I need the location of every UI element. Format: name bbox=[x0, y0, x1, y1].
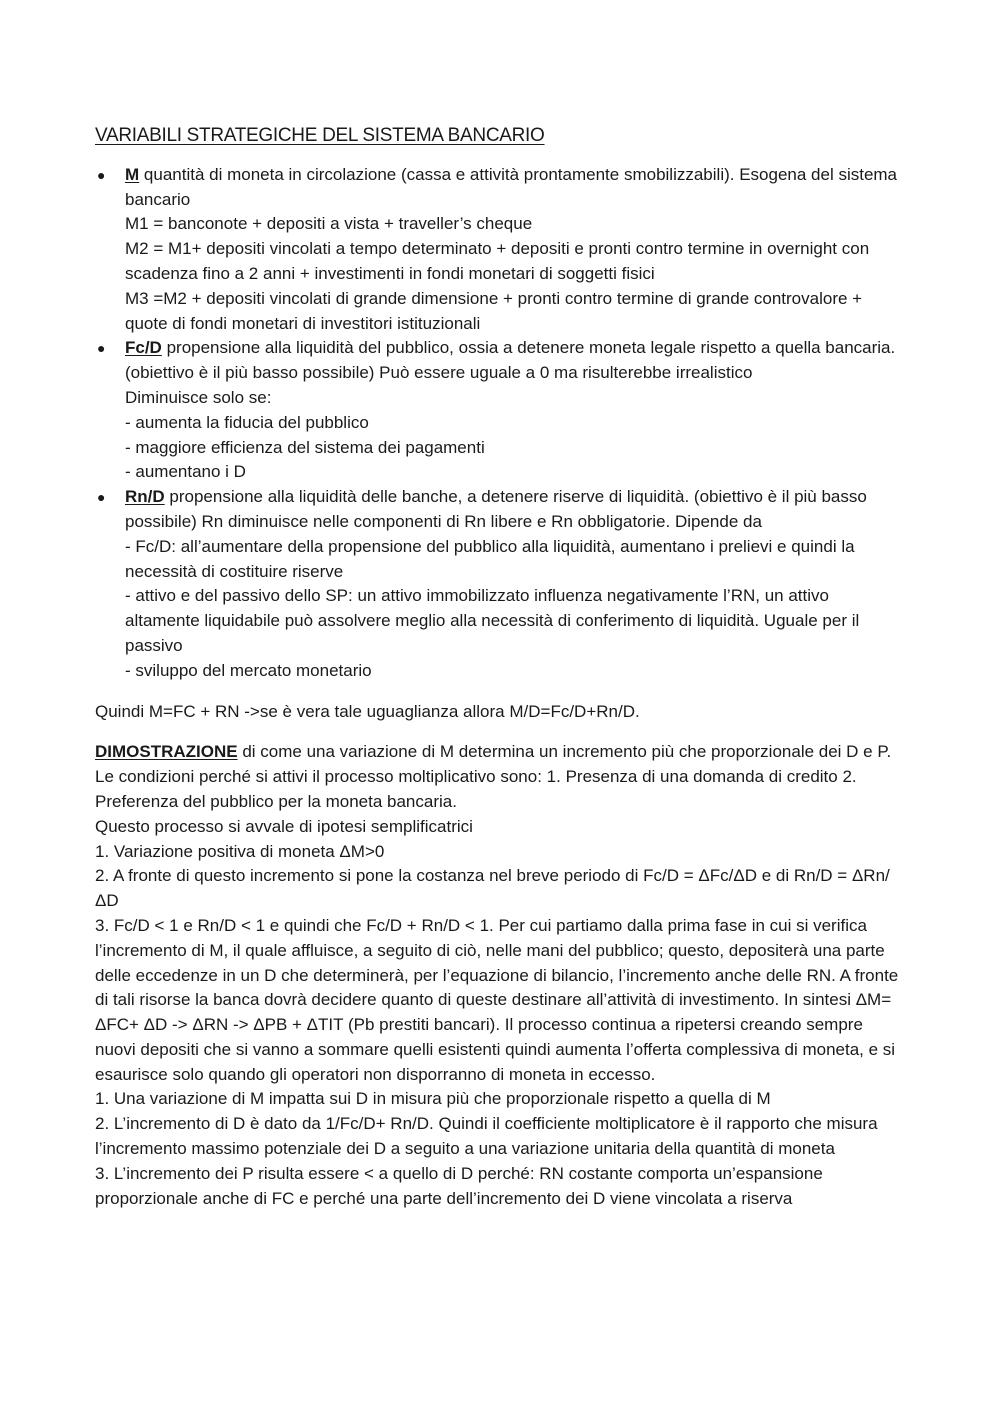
m3-definition: M3 =M2 + depositi vincolati di grande dimensione + pronti contro termine di grande controvalore + quote di fondi monetari di investitori istituzionali bbox=[125, 288, 863, 333]
variables-list bbox=[95, 163, 905, 684]
rn-d-line: - attivo e del passivo dello SP: un attivo immobilizzato influenza negativamente l’RN, un attivo altamente liquidabile può assolvere meglio alla necessità di conferimento di liquidità. Uguale per il passivo bbox=[125, 586, 860, 655]
m1-definition: M1 = banconote + depositi a vista + traveller’s cheque bbox=[125, 214, 533, 234]
document-title: VARIABILI STRATEGICHE DEL SISTEMA BANCARIO bbox=[95, 125, 545, 146]
demonstration-line: 1. Variazione positiva di moneta ΔM>0 bbox=[95, 841, 385, 861]
demonstration-term: DIMOSTRAZIONE bbox=[95, 742, 238, 762]
list-item-rn-d bbox=[95, 485, 905, 683]
demonstration-line: 2. A fronte di questo incremento si pone la costanza nel breve periodo di Fc/D = ΔFc/ΔD e di Rn/D = ΔRn/ΔD bbox=[95, 866, 890, 911]
demonstration-line: 1. Una variazione di M impatta sui D in misura più che proporzionale rispetto a quella di M bbox=[95, 1089, 771, 1109]
rn-d-line: - Fc/D: all’aumentare della propensione del pubblico alla liquidità, aumentano i prelievi e quindi la necessità di costituire riserve bbox=[125, 536, 855, 581]
bullet-icon: ● bbox=[97, 340, 106, 357]
document-page bbox=[95, 118, 905, 1211]
fc-d-line: - aumentano i D bbox=[125, 462, 246, 482]
fc-d-line: - maggiore efficienza del sistema dei pagamenti bbox=[125, 437, 485, 457]
m2-definition: M2 = M1+ depositi vincolati a tempo determinato + depositi e pronti contro termine in overnight con scadenza fino a 2 anni + investimenti in fondi monetari di soggetti fisici bbox=[125, 239, 870, 283]
demonstration-line: Questo processo si avvale di ipotesi semplificatrici bbox=[95, 816, 473, 836]
term-m-description: quantità di moneta in circolazione (cassa e attività prontamente smobilizzabili). Esogena del sistema bancario bbox=[125, 164, 898, 209]
demonstration-section bbox=[95, 740, 905, 1211]
bullet-icon: ● bbox=[97, 489, 106, 506]
bullet-icon: ● bbox=[97, 166, 106, 183]
demonstration-line: 3. Fc/D < 1 e Rn/D < 1 e quindi che Fc/D + Rn/D < 1. Per cui partiamo dalla prima fase in cui si verifica l’incremento di M, il quale affluisce, a seguito di ciò, nelle mani del pubblico; questo, depositerà una parte delle eccedenze in un D che determinerà, per l’equazione di bilancio, l’incremento anche delle RN. A fronte di tali risorse la banca dovrà decidere quanto di queste destinare all’attività di investimento. In sintesi ΔM= ΔFC+ ΔD -> ΔRN -> ΔPB + ΔTIT (Pb prestiti bancari). Il processo continua a ripetersi creando sempre nuovi depositi che si vanno a sommare quelli esistenti quindi aumenta l’offerta complessiva di moneta, e si esaurisce solo quando gli operatori non disporranno di moneta in eccesso. bbox=[95, 915, 899, 1084]
term-rn-d: Rn/D bbox=[125, 487, 165, 507]
term-fc-d: Fc/D bbox=[125, 338, 162, 358]
demonstration-intro: di come una variazione di M determina un incremento più che proporzionale dei D e P. Le condizioni perché si attivi il processo moltiplicativo sono: 1. Presenza di una domanda di credito 2. Preferenza del pubblico per la moneta bancaria. bbox=[95, 742, 892, 811]
quindi-paragraph: Quindi M=FC + RN ->se è vera tale uguaglianza allora M/D=Fc/D+Rn/D. bbox=[95, 701, 640, 721]
fc-d-line: Diminuisce solo se: bbox=[125, 387, 272, 407]
demonstration-line: 3. L’incremento dei P risulta essere < a quello di D perché: RN costante comporta un’espansione proporzionale anche di FC e perché una parte dell’incremento dei D viene vincolata a riserva bbox=[95, 1163, 823, 1208]
rn-d-line: - sviluppo del mercato monetario bbox=[125, 660, 372, 680]
term-rn-d-description: propensione alla liquidità delle banche, a detenere riserve di liquidità. (obiettivo è il più basso possibile) Rn diminuisce nelle componenti di Rn libere e Rn obbligatorie. Dipende da bbox=[125, 487, 867, 531]
fc-d-line: - aumenta la fiducia del pubblico bbox=[125, 412, 369, 432]
demonstration-line: 2. L’incremento di D è dato da 1/Fc/D+ Rn/D. Quindi il coefficiente moltiplicatore è il rapporto che misura l’incremento massimo potenziale dei D a seguito a una variazione unitaria della quantità di moneta bbox=[95, 1114, 878, 1159]
list-item-fc-d bbox=[95, 336, 905, 485]
term-fc-d-description: propensione alla liquidità del pubblico, ossia a detenere moneta legale rispetto a quella bancaria. (obiettivo è il più basso possibile) Può essere uguale a 0 ma risulterebbe irrealistico bbox=[125, 338, 896, 383]
term-m: M bbox=[125, 164, 140, 184]
list-item-m bbox=[95, 163, 905, 337]
